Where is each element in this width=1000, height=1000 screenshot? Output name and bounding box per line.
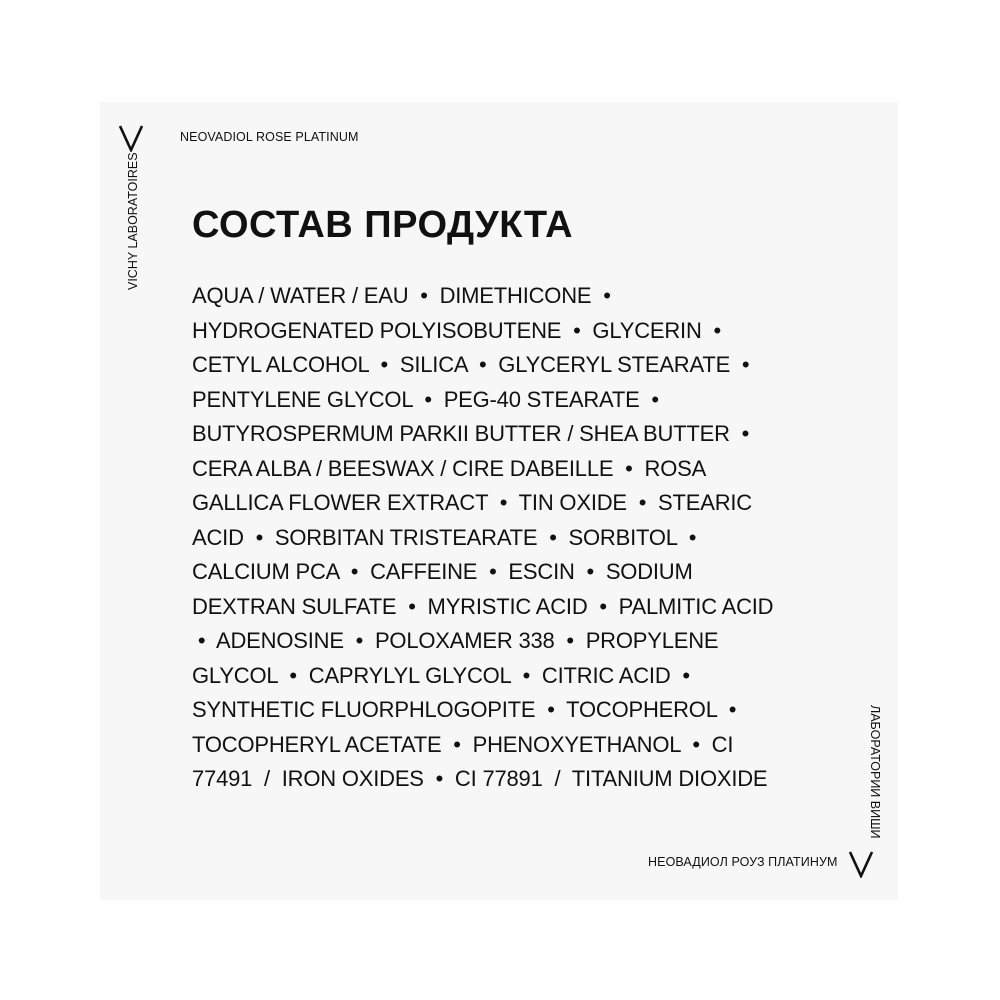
product-name-cyrillic: НЕОВАДИОЛ РОУЗ ПЛАТИНУМ (648, 855, 838, 869)
ingredients-list (192, 279, 832, 797)
v-logo-icon (846, 850, 876, 878)
ingredients-line: CETYL ALCOHOL • SILICA • GLYCERYL STEARATE • (192, 352, 750, 377)
ingredients-line: TOCOPHERYL ACETATE • PHENOXYETHANOL • CI (192, 731, 734, 757)
ingredients-line: CALCIUM PCA • CAFFEINE • ESCIN • SODIUM (192, 559, 693, 584)
page-title: СОСТАВ ПРОДУКТА (192, 204, 574, 246)
ingredients-line: • ADENOSINE • POLOXAMER 338 • PROPYLENE (192, 628, 719, 653)
ingredients-line: GLYCOL • CAPRYLYL GLYCOL • CITRIC ACID • (192, 662, 690, 688)
ingredients-line: PENTYLENE GLYCOL • PEG-40 STEARATE • (192, 386, 659, 412)
ingredients-line: BUTYROSPERMUM PARKII BUTTER / SHEA BUTTER • (192, 421, 750, 446)
ingredients-line: GALLICA FLOWER EXTRACT • TIN OXIDE • STEARIC (192, 490, 752, 515)
brand-label-vertical-left: VICHY LABORATOIRES (126, 152, 140, 290)
ingredients-line: ACID • SORBITAN TRISTEARATE • SORBITOL • (192, 524, 697, 550)
ingredients-line: DEXTRAN SULFATE • MYRISTIC ACID • PALMITIC ACID (192, 593, 774, 619)
ingredients-line: AQUA / WATER / EAU • DIMETHICONE • (192, 283, 611, 308)
ingredients-line: CERA ALBA / BEESWAX / CIRE DABEILLE • ROSA (192, 455, 707, 481)
ingredients-line: SYNTHETIC FLUORPHLOGOPITE • TOCOPHEROL • (192, 697, 737, 722)
ingredients-line: HYDROGENATED POLYISOBUTENE • GLYCERIN • (192, 317, 721, 343)
ingredients-line: 77491 / IRON OXIDES • CI 77891 / TITANIUM DIOXIDE (192, 766, 768, 791)
product-name-latin: NEOVADIOL ROSE PLATINUM (180, 130, 359, 144)
v-logo-icon (116, 124, 146, 152)
brand-label-vertical-right: ЛАБОРАТОРИИ ВИШИ (868, 705, 882, 839)
